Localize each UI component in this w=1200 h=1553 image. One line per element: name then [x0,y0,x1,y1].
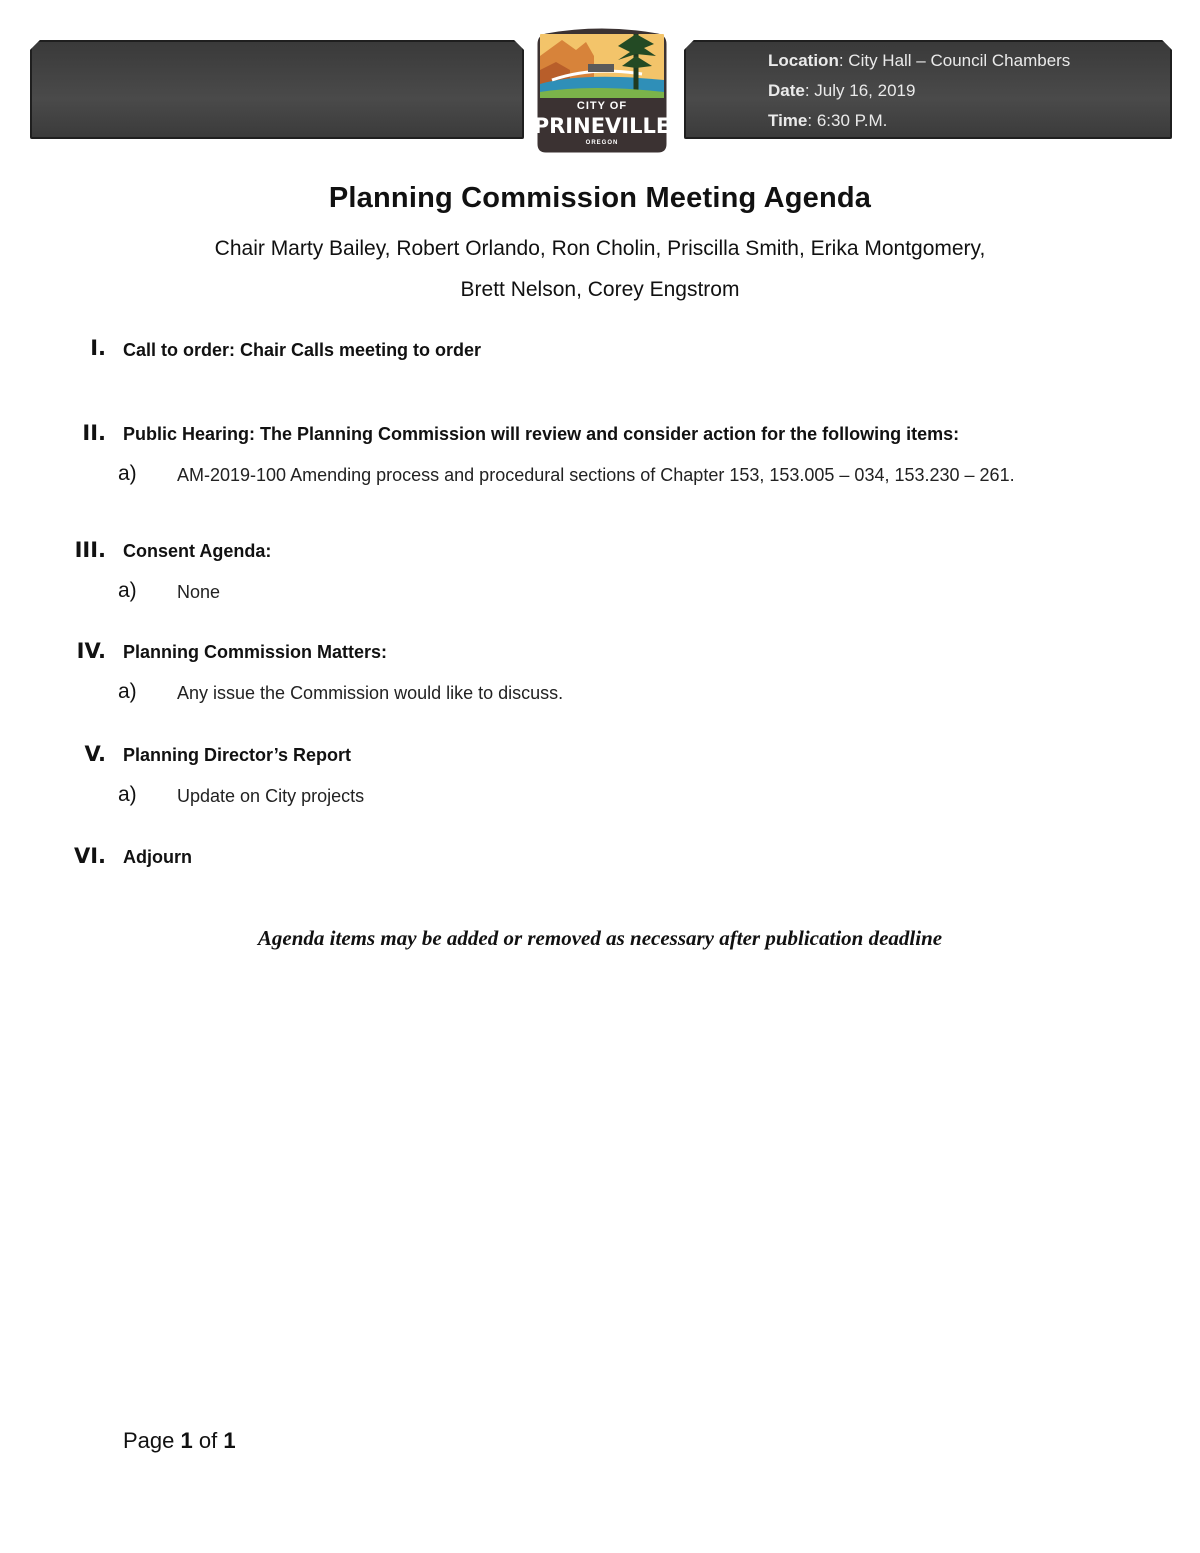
section-numeral: II. [82,421,106,445]
page-number [123,1428,236,1454]
city-logo [532,26,672,158]
item-text: None [177,582,221,602]
item-text: AM-2019-100 Amending process and procedural sections of Chapter 153, 153.005 – 034, 153.230 – 261. [177,465,1015,485]
section-numeral: I. [90,336,106,360]
item-letter: a) [118,579,137,602]
location-label: Location [768,51,839,70]
location-value: : City Hall – Council Chambers [838,51,1071,70]
item-letter: a) [118,680,137,703]
section-heading: Planning Commission Matters: [123,642,388,662]
time-row [768,106,1070,136]
section-numeral: VI. [73,844,106,868]
city-logo-graphic [532,26,672,158]
date-label: Date [768,81,805,100]
item-text: Any issue the Commission would like to discuss. [177,683,564,703]
header-banner-left [30,40,524,139]
page-current: 1 [180,1428,193,1453]
section-heading: Planning Director’s Report [123,745,352,765]
meeting-info [768,46,1070,136]
page-title: Planning Commission Meeting Agenda [328,182,872,214]
time-label: Time [768,111,808,130]
logo-state-text: OREGON [585,140,619,146]
location-row [768,46,1070,76]
of-word: of [192,1428,224,1453]
section-numeral: IV. [76,639,106,663]
members-line-1: Chair Marty Bailey, Robert Orlando, Ron Cholin, Priscilla Smith, Erika Montgomery, [214,237,986,260]
logo-name-text: PRINEVILLE [533,114,671,138]
members-line-2: Brett Nelson, Corey Engstrom [460,278,740,301]
agenda-notice: Agenda items may be added or removed as necessary after publication deadline [257,926,943,950]
section-heading: Public Hearing: The Planning Commission will review and consider action for the following items: [123,424,960,444]
commission-members [100,228,1100,310]
item-text: Update on City projects [177,786,365,806]
logo-city-text: CITY OF [576,100,628,112]
page-word: Page [123,1428,181,1453]
section-heading: Consent Agenda: [123,541,272,561]
section-heading: Call to order: Chair Calls meeting to order [123,340,482,360]
item-letter: a) [118,783,137,806]
date-row [768,76,1070,106]
page-total: 1 [223,1428,236,1453]
time-value: : 6:30 P.M. [807,111,888,130]
item-letter: a) [118,462,137,485]
section-heading: Adjourn [123,847,192,867]
date-value: : July 16, 2019 [804,81,916,100]
section-numeral: V. [84,742,106,766]
section-numeral: III. [74,538,106,562]
